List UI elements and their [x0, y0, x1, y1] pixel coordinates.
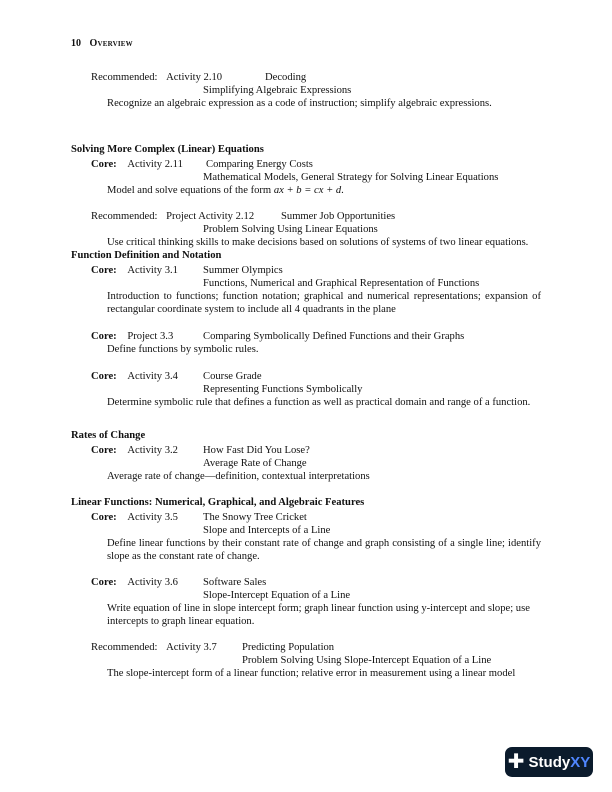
section-heading: Linear Functions: Numerical, Graphical, and Algebraic Features [71, 497, 365, 508]
activity-topics: Mathematical Models, General Strategy for Solving Linear Equations [203, 172, 499, 183]
activity-label: Core: [91, 512, 117, 523]
logo-text-xy: XY [570, 753, 591, 771]
activity-code: Project Activity 2.12 [166, 211, 255, 222]
activity-title: Decoding [265, 72, 307, 83]
activity-title: Comparing Symbolically Defined Functions and their Graphs [203, 331, 465, 342]
activity-code: Activity 3.4 [127, 371, 178, 382]
activity-label: Core: [91, 577, 117, 588]
page-number: 10 [71, 38, 81, 49]
page-header [71, 37, 133, 50]
activity-topics: Slope and Intercepts of a Line [203, 525, 331, 536]
plus-icon: ✚ [507, 751, 525, 773]
activity-description: Define functions by symbolic rules. [107, 344, 259, 355]
description-end: . [341, 185, 344, 196]
activity-topics: Slope-Intercept Equation of a Line [203, 590, 351, 601]
activity-title: Summer Job Opportunities [281, 211, 396, 222]
activity-code: Project 3.3 [127, 331, 174, 342]
activity-title: Comparing Energy Costs [206, 159, 313, 170]
activity-3-7 [91, 641, 541, 680]
activity-code: Activity 2.11 [127, 159, 183, 170]
activity-title: Predicting Population [242, 642, 335, 653]
section-heading: Solving More Complex (Linear) Equations [71, 144, 264, 155]
activity-2-10 [91, 71, 541, 110]
activity-label: Core: [91, 331, 117, 342]
activity-3-2 [91, 444, 541, 483]
activity-topics: Functions, Numerical and Graphical Representation of Functions [203, 278, 480, 289]
studyxy-logo[interactable] [505, 747, 593, 777]
activity-2-11 [91, 158, 541, 197]
equation: ax + b = cx + d [273, 185, 342, 196]
activity-description: Determine symbolic rule that defines a function as well as practical domain and range of a function. [107, 397, 531, 408]
overview-content [71, 71, 541, 680]
section-heading: Rates of Change [71, 430, 146, 441]
activity-label: Recommended: [91, 211, 158, 222]
activity-code: Activity 3.2 [127, 445, 178, 456]
activity-description: Average rate of change—definition, contextual interpretations [107, 471, 370, 482]
activity-code: Activity 3.7 [166, 642, 217, 653]
activity-code: Activity 3.5 [127, 512, 178, 523]
activity-description: Introduction to functions; function notation; graphical and numerical representations; expansion of rectangular coordinate system to include all 4 quadrants in the plane [107, 291, 541, 315]
activity-description: Recognize an algebraic expression as a code of instruction; simplify algebraic expressions. [107, 98, 492, 109]
activity-description: Use critical thinking skills to make decisions based on solutions of systems of two linear equations. [107, 237, 529, 248]
activity-title: The Snowy Tree Cricket [203, 512, 307, 523]
logo-text-study: Study [528, 753, 571, 771]
project-activity-2-12 [91, 210, 541, 249]
activity-3-6 [91, 576, 541, 628]
activity-label: Recommended: [91, 642, 158, 653]
activity-topics: Problem Solving Using Slope-Intercept Equation of a Line [242, 655, 492, 666]
activity-description [107, 184, 541, 197]
running-title: Overview [89, 38, 133, 49]
activity-label: Core: [91, 159, 117, 170]
activity-code: Activity 3.6 [127, 577, 178, 588]
activity-code: Activity 3.1 [127, 265, 178, 276]
activity-topics: Representing Functions Symbolically [203, 384, 363, 395]
activity-label: Core: [91, 371, 117, 382]
activity-3-1 [91, 264, 541, 316]
activity-description: Define linear functions by their constant rate of change and graph consisting of a single line; identify slope as the constant rate of change. [107, 538, 541, 562]
activity-3-4 [91, 370, 541, 409]
activity-title: Software Sales [203, 577, 267, 588]
activity-label: Core: [91, 445, 117, 456]
activity-label: Core: [91, 265, 117, 276]
section-heading: Function Definition and Notation [71, 250, 222, 261]
activity-description: The slope-intercept form of a linear function; relative error in measurement using a linear model [107, 668, 516, 679]
activity-title: Summer Olympics [203, 265, 283, 276]
activity-title: Course Grade [203, 371, 262, 382]
activity-description: Write equation of line in slope intercept form; graph linear function using y-intercept and slope; use intercepts to graph linear equation. [107, 603, 530, 627]
project-3-3 [91, 330, 541, 356]
activity-title: How Fast Did You Lose? [203, 445, 310, 456]
activity-topics: Average Rate of Change [203, 458, 307, 469]
activity-label: Recommended: [91, 72, 158, 83]
activity-code: Activity 2.10 [166, 72, 223, 83]
description-text: Model and solve equations of the form [107, 185, 272, 196]
activity-topics: Simplifying Algebraic Expressions [203, 85, 352, 96]
activity-topics: Problem Solving Using Linear Equations [203, 224, 378, 235]
activity-3-5 [91, 511, 541, 563]
